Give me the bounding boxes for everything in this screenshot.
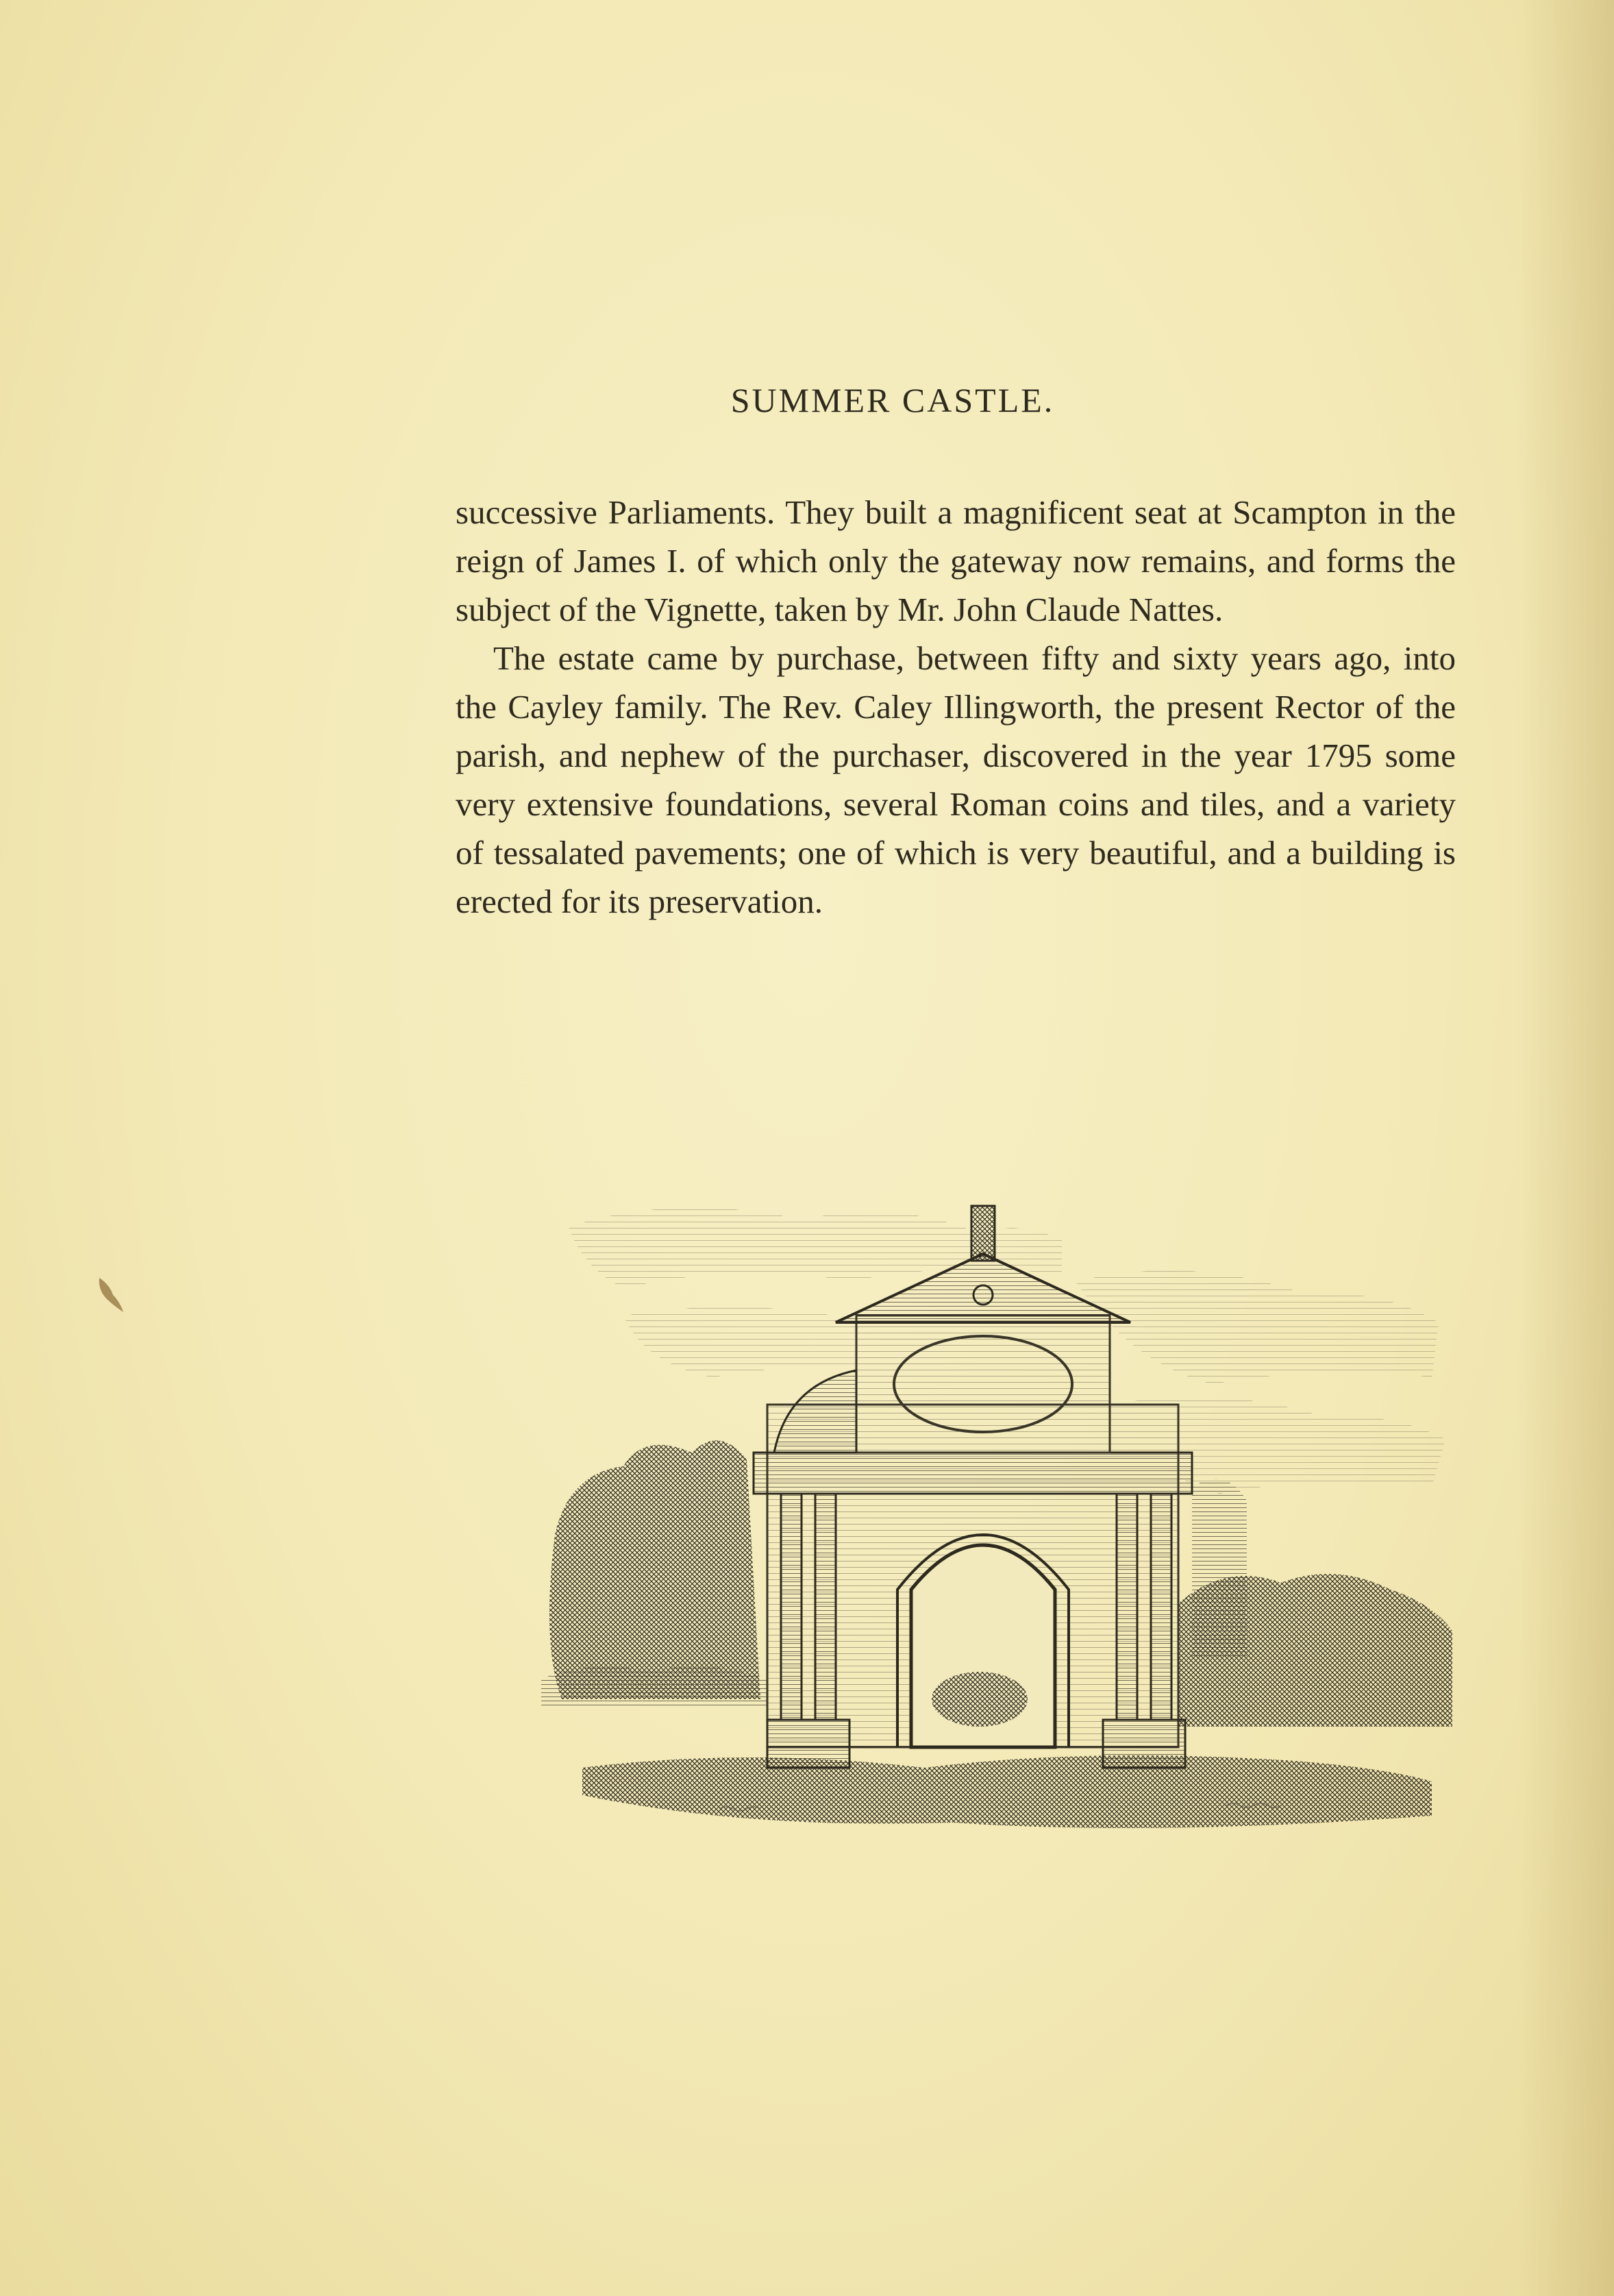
paragraph-2: The estate came by purchase, between fifty and sixty years ago, into the Cayley family. The Rev. Caley Illingworth, the present Rector of the parish, and nephew of the purchaser, discovered in the year 1795 some very extensive foundations, several Roman coins and tiles, and a variety of tessalated pavements; one of which is very beautiful, and a building is erected for its preservation. xyxy=(456,639,1456,920)
trees-left xyxy=(541,1440,767,1706)
body-text xyxy=(456,488,1456,926)
trees-right xyxy=(1178,1479,1452,1727)
gateway-vignette xyxy=(541,1178,1459,1857)
paragraph-1: successive Parliaments. They built a magnificent seat at Scampton in the reign of James I. of which only the gateway now remains, and forms the subject of the Vignette, taken by Mr. John Claude Nattes. xyxy=(456,493,1456,628)
foreground-ground xyxy=(582,1755,1432,1828)
page-stain xyxy=(92,1274,127,1316)
page-gutter-shadow xyxy=(1518,0,1614,2296)
running-title: SUMMER CASTLE. xyxy=(730,381,1055,419)
